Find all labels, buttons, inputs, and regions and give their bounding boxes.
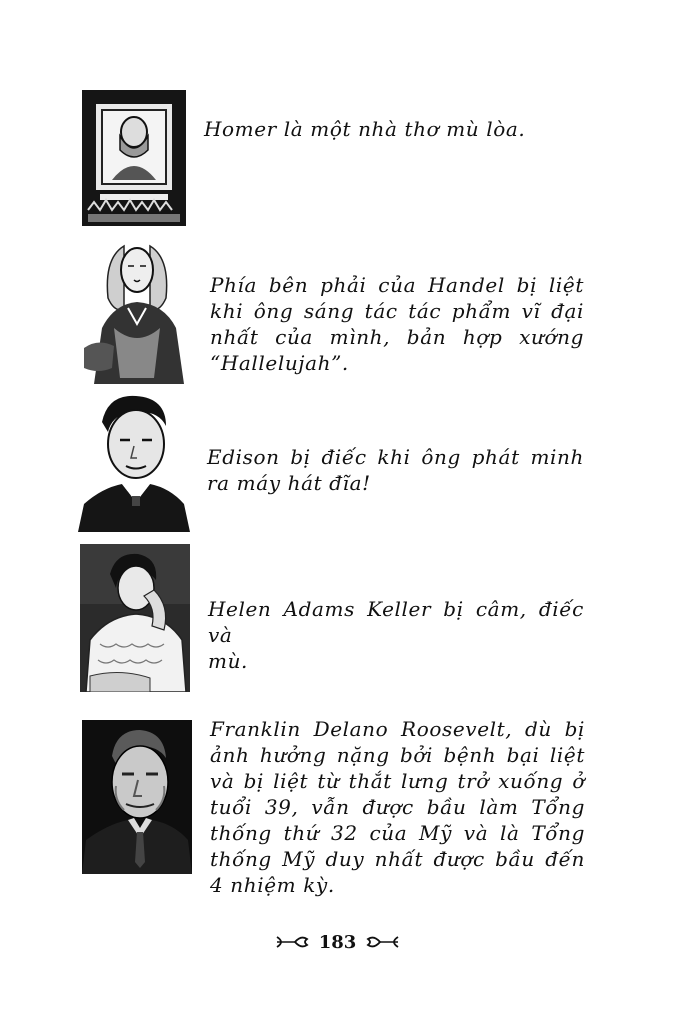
- bust-portrait-icon: [82, 90, 186, 226]
- caption-line: Homer là một nhà thơ mù lòa.: [204, 117, 526, 141]
- left-ornament-icon: [275, 933, 311, 951]
- caption-line: và bị liệt từ thắt lưng trở xuống ở: [210, 769, 585, 793]
- caption-line: thống Mỹ duy nhất được bầu đến: [210, 847, 585, 871]
- right-ornament-icon: [364, 933, 400, 951]
- caption-roosevelt: [210, 716, 585, 898]
- page-footer: [0, 928, 675, 956]
- roosevelt-portrait-icon: [82, 720, 192, 874]
- caption-line: khi ông sáng tác tác phẩm vĩ đại: [210, 299, 584, 323]
- caption-line: nhất của mình, bản hợp xướng: [210, 325, 584, 349]
- caption-line: Helen Adams Keller bị câm, điếc và: [208, 597, 584, 647]
- keller-portrait-icon: [80, 544, 190, 692]
- handel-portrait-icon: [84, 238, 190, 384]
- caption-line: tuổi 39, vẫn được bầu làm Tổng: [210, 795, 585, 819]
- caption-line: ảnh hưởng nặng bởi bệnh bại liệt: [210, 743, 585, 767]
- caption-line: ra máy hát đĩa!: [207, 471, 371, 495]
- caption-keller: [208, 596, 584, 674]
- caption-edison: [207, 444, 584, 496]
- caption-line: mù.: [208, 649, 249, 673]
- page-number: 183: [318, 931, 357, 953]
- caption-line: thống thứ 32 của Mỹ và là Tổng: [210, 821, 585, 845]
- caption-homer: [204, 116, 604, 142]
- caption-line: Edison bị điếc khi ông phát minh: [207, 445, 584, 469]
- caption-handel: [210, 272, 584, 376]
- caption-line: Franklin Delano Roosevelt, dù bị: [210, 717, 585, 741]
- caption-line: Phía bên phải của Handel bị liệt: [210, 273, 584, 297]
- caption-line: 4 nhiệm kỳ.: [210, 873, 335, 897]
- edison-portrait-icon: [78, 392, 190, 532]
- caption-line: “Hallelujah”.: [210, 351, 349, 375]
